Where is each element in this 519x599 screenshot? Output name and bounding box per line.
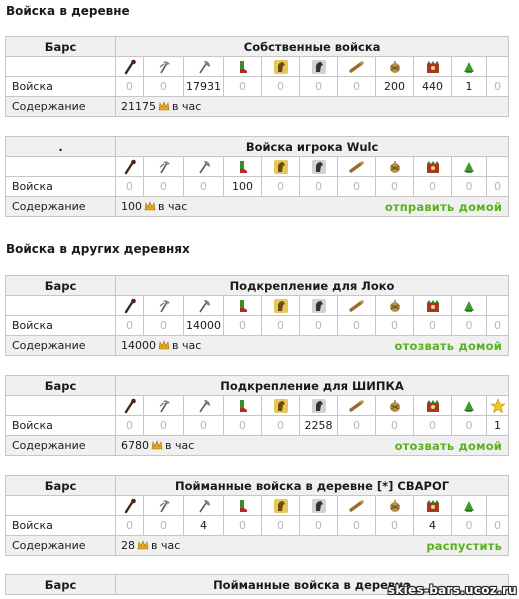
table-title: Подкрепление для Локо [116,276,509,296]
upkeep-cell [116,436,509,456]
troop-table [5,375,509,456]
unit-icon-cell[interactable] [224,296,262,316]
unit-icon-cell[interactable] [144,157,184,177]
horse2-icon [300,298,337,314]
troop-count: 0 [376,516,414,536]
empty-icon-cell [487,296,509,316]
unit-icon-cell[interactable] [224,496,262,516]
upkeep-unit: в час [165,439,195,452]
table-title: Собственные войска [116,37,509,57]
horse1-icon [262,298,299,314]
horse1-icon [262,398,299,414]
troop-count: 0 [224,316,262,336]
unit-icon-cell[interactable] [184,157,224,177]
club-icon [116,159,143,175]
watermark-text: skies-bars.ucoz.ru [387,583,517,597]
unit-icon-cell[interactable] [116,57,144,77]
troop-count: 0 [144,316,184,336]
troop-count: 0 [414,177,452,197]
troop-count: 0 [262,416,300,436]
empty-icon-cell [487,496,509,516]
club-icon [116,298,143,314]
boot-icon [224,398,261,414]
upkeep-label: Содержание [6,536,116,556]
troop-count: 0 [116,516,144,536]
table-title: Подкрепление для ШИПКА [116,376,509,396]
club-icon [116,398,143,414]
horse2-icon [300,159,337,175]
upkeep-cell [116,536,509,556]
troop-count: 0 [262,516,300,536]
unit-icon-cell[interactable] [184,496,224,516]
horse1-icon [262,159,299,175]
chief-icon [414,159,451,175]
icons-row-spacer [6,157,116,177]
unit-icon-cell[interactable] [414,157,452,177]
troop-count: 0 [452,177,487,197]
troop-table [5,275,509,356]
axe-icon [184,498,223,514]
upkeep-unit: в час [158,200,188,213]
troop-table [5,475,509,556]
troop-count: 1 [487,416,509,436]
crop-icon [137,540,149,550]
upkeep-unit: в час [172,339,202,352]
crop-icon [151,440,163,450]
troop-count: 0 [116,316,144,336]
table-title: Войска игрока Wulc [116,137,509,157]
upkeep-label: Содержание [6,197,116,217]
troop-count: 0 [184,416,224,436]
catapult-icon [376,159,413,175]
unit-icon-cell[interactable] [262,57,300,77]
unit-icon-cell[interactable] [452,57,487,77]
upkeep-cell [116,197,509,217]
troop-count: 0 [338,77,376,97]
troop-count: 0 [487,77,509,97]
table-owner: Барс [6,376,116,396]
unit-icon-cell[interactable] [300,157,338,177]
troop-count: 0 [452,516,487,536]
unit-icon-cell[interactable] [452,396,487,416]
unit-icon-cell[interactable] [224,396,262,416]
upkeep-cell [116,97,509,117]
upkeep-unit: в час [172,100,202,113]
unit-icon-cell[interactable] [262,396,300,416]
ram-icon [338,159,375,175]
troop-count: 0 [116,77,144,97]
unit-icon-cell[interactable] [338,496,376,516]
upkeep-cell [116,336,509,356]
troop-count: 0 [144,177,184,197]
troop-count: 14000 [184,316,224,336]
upkeep-label: Содержание [6,336,116,356]
axe2-icon [144,159,183,175]
ram-icon [338,398,375,414]
upkeep-label: Содержание [6,97,116,117]
unit-icon-cell[interactable] [487,396,509,416]
troop-action-link[interactable]: распустить [426,539,503,553]
crop-icon [144,201,156,211]
unit-icon-cell[interactable] [338,157,376,177]
troop-count: 0 [262,177,300,197]
troop-count: 0 [300,177,338,197]
boot-icon [224,159,261,175]
troop-count: 0 [300,516,338,536]
unit-icon-cell[interactable] [300,396,338,416]
chief-icon [414,398,451,414]
horse1-icon [262,59,299,75]
troop-count: 0 [376,316,414,336]
boot-icon [224,298,261,314]
troop-count: 0 [338,416,376,436]
unit-icon-cell[interactable] [338,396,376,416]
unit-icon-cell[interactable] [224,57,262,77]
upkeep-unit: в час [151,539,181,552]
unit-icon-cell[interactable] [144,396,184,416]
unit-icon-cell[interactable] [224,157,262,177]
unit-icon-cell[interactable] [376,57,414,77]
boot-icon [224,59,261,75]
unit-icon-cell[interactable] [338,57,376,77]
icons-row-spacer [6,57,116,77]
table-title: Пойманные войска в деревне [*] СВАРОГ [116,476,509,496]
unit-icon-cell[interactable] [300,57,338,77]
axe-icon [184,59,223,75]
ram-icon [338,498,375,514]
table-owner: . [6,137,116,157]
troop-action-link[interactable]: отозвать домой [394,339,503,353]
axe-icon [184,398,223,414]
troop-count: 0 [262,77,300,97]
troop-count: 0 [452,416,487,436]
ram-icon [338,59,375,75]
troop-count: 0 [300,316,338,336]
troop-action-link[interactable]: отправить домой [384,200,503,214]
axe2-icon [144,59,183,75]
troops-row-label: Войска [6,177,116,197]
settler-icon [452,59,486,75]
troop-count: 0 [487,516,509,536]
troop-count: 0 [452,316,487,336]
unit-icon-cell[interactable] [144,296,184,316]
axe2-icon [144,498,183,514]
chief-icon [414,298,451,314]
axe2-icon [144,398,183,414]
upkeep-value: 100 [121,200,142,213]
empty-icon-cell [487,157,509,177]
unit-icon-cell[interactable] [184,396,224,416]
troop-count: 440 [414,77,452,97]
troop-count: 0 [116,416,144,436]
unit-icon-cell[interactable] [376,396,414,416]
unit-icon-cell[interactable] [376,296,414,316]
unit-icon-cell[interactable] [376,157,414,177]
troops-row-label: Войска [6,77,116,97]
unit-icon-cell[interactable] [376,496,414,516]
unit-icon-cell[interactable] [452,296,487,316]
settler-icon [452,159,486,175]
icons-row-spacer [6,496,116,516]
table-owner: Барс [6,575,116,595]
troop-count: 0 [376,177,414,197]
unit-icon-cell[interactable] [414,296,452,316]
unit-icon-cell[interactable] [414,496,452,516]
axe-icon [184,298,223,314]
unit-icon-cell[interactable] [144,57,184,77]
troop-count: 0 [487,177,509,197]
settler-icon [452,498,486,514]
horse2-icon [300,498,337,514]
unit-icon-cell[interactable] [262,496,300,516]
unit-icon-cell[interactable] [184,296,224,316]
troop-count: 17931 [184,77,224,97]
unit-icon-cell[interactable] [262,296,300,316]
upkeep-value: 28 [121,539,135,552]
horse2-icon [300,398,337,414]
unit-icon-cell[interactable] [116,296,144,316]
troop-count: 4 [184,516,224,536]
troop-count: 0 [116,177,144,197]
unit-icon-cell[interactable] [116,496,144,516]
horse2-icon [300,59,337,75]
troop-count: 0 [338,516,376,536]
troop-count: 0 [262,316,300,336]
unit-icon-cell[interactable] [262,157,300,177]
ram-icon [338,298,375,314]
troops-row-label: Войска [6,316,116,336]
axe2-icon [144,298,183,314]
boot-icon [224,498,261,514]
troop-count: 0 [376,416,414,436]
section-title-other: Войска в других деревнях [6,242,190,256]
chief-icon [414,59,451,75]
catapult-icon [376,59,413,75]
troop-count: 0 [338,316,376,336]
troop-count: 4 [414,516,452,536]
unit-icon-cell[interactable] [144,496,184,516]
troop-count: 0 [414,416,452,436]
troop-count: 100 [224,177,262,197]
unit-icon-cell[interactable] [300,296,338,316]
troop-table [5,36,509,117]
settler-icon [452,398,486,414]
icons-row-spacer [6,296,116,316]
upkeep-label: Содержание [6,436,116,456]
upkeep-value: 14000 [121,339,156,352]
catapult-icon [376,298,413,314]
troop-count: 0 [144,77,184,97]
unit-icon-cell[interactable] [300,496,338,516]
troop-count: 0 [224,416,262,436]
table-title: Пойманные войска в деревне [116,575,509,595]
unit-icon-cell[interactable] [414,57,452,77]
section-title-own: Войска в деревне [6,4,130,18]
unit-icon-cell[interactable] [452,496,487,516]
troop-count: 0 [414,316,452,336]
horse1-icon [262,498,299,514]
unit-icon-cell[interactable] [414,396,452,416]
troop-count: 0 [300,77,338,97]
hero-icon [487,398,508,414]
settler-icon [452,298,486,314]
catapult-icon [376,398,413,414]
troop-count: 0 [338,177,376,197]
unit-icon-cell[interactable] [338,296,376,316]
upkeep-value: 6780 [121,439,149,452]
troop-count: 0 [184,177,224,197]
table-owner: Барс [6,476,116,496]
unit-icon-cell[interactable] [184,57,224,77]
catapult-icon [376,498,413,514]
table-owner: Барс [6,37,116,57]
troop-table [5,136,509,217]
club-icon [116,59,143,75]
club-icon [116,498,143,514]
troop-count: 0 [224,516,262,536]
empty-icon-cell [487,57,509,77]
troop-count: 2258 [300,416,338,436]
icons-row-spacer [6,396,116,416]
crop-icon [158,101,170,111]
axe-icon [184,159,223,175]
troop-count: 0 [144,516,184,536]
troop-count: 0 [487,316,509,336]
troop-count: 200 [376,77,414,97]
troop-action-link[interactable]: отозвать домой [394,439,503,453]
troop-count: 0 [224,77,262,97]
unit-icon-cell[interactable] [452,157,487,177]
troops-row-label: Войска [6,516,116,536]
troop-count: 0 [144,416,184,436]
troop-count: 1 [452,77,487,97]
unit-icon-cell[interactable] [116,157,144,177]
table-owner: Барс [6,276,116,296]
crop-icon [158,340,170,350]
troops-row-label: Войска [6,416,116,436]
unit-icon-cell[interactable] [116,396,144,416]
upkeep-value: 21175 [121,100,156,113]
chief-icon [414,498,451,514]
